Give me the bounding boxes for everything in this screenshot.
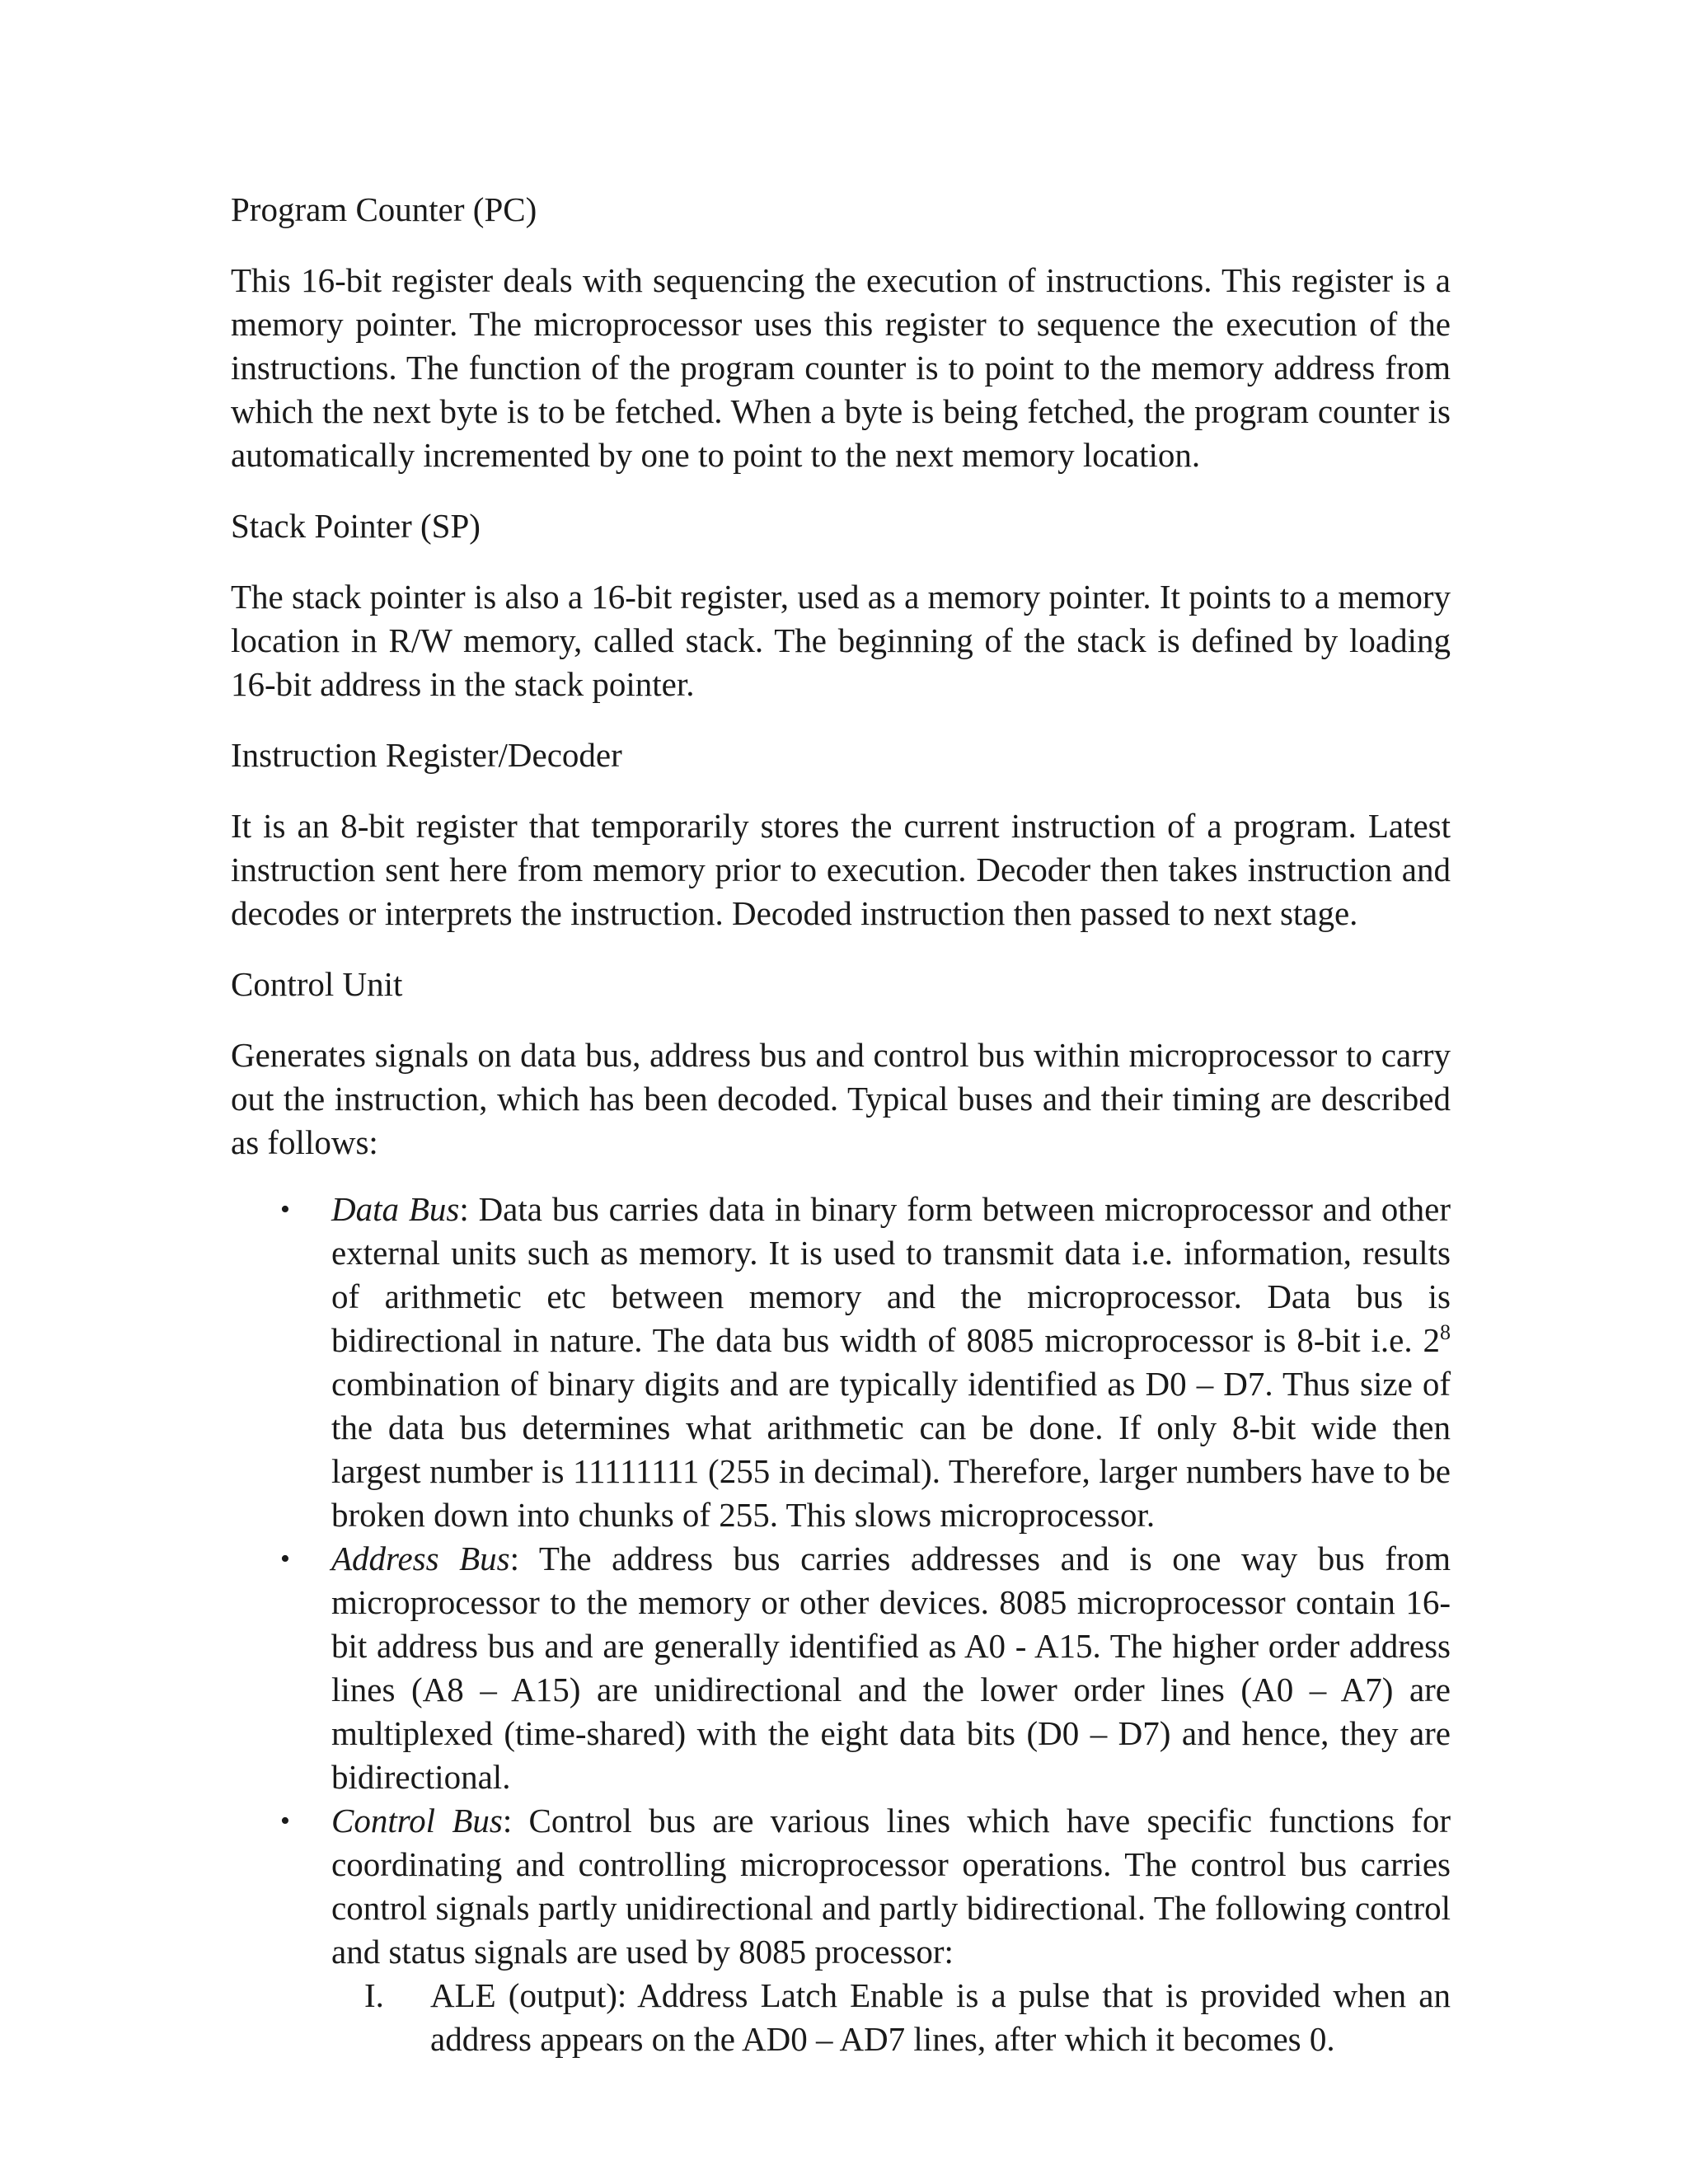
- section-body-control-unit: Generates signals on data bus, address bus and control bus within microprocessor to carry out the instruction, which has been decoded. Typical buses and their timing are described as follows:: [231, 1036, 1451, 1161]
- section-heading-instruction-register: Instruction Register/Decoder: [231, 736, 622, 774]
- section-body-program-counter: This 16-bit register deals with sequencing the execution of instructions. This register is a memory pointer. The microprocessor uses this register to sequence the execution of the instructions. The function of the program counter is to point to the memory address from which the next byte is to be fetched. When a byte is being fetched, the program counter is automatically incremented by one to point to the next memory location.: [231, 261, 1451, 474]
- section-heading-program-counter: Program Counter (PC): [231, 190, 537, 228]
- bus-list: [231, 1188, 1451, 2061]
- ale-signal-text: ALE (output): Address Latch Enable is a pulse that is provided when an address appears on the AD0 – AD7 lines, after which it becomes 0.: [430, 1976, 1451, 2058]
- section-body-instruction-register: It is an 8-bit register that temporarily stores the current instruction of a program. Latest instruction sent here from memory prior to execution. Decoder then takes instruction and decodes or interprets the instruction. Decoded instruction then passed to next stage.: [231, 807, 1451, 932]
- term-address-bus: Address Bus: [331, 1540, 510, 1577]
- document-page: [231, 188, 1451, 2061]
- data-bus-text-part2: combination of binary digits and are typically identified as D0 – D7. Thus size of the data bus determines what arithmetic can be done. If only 8-bit wide then largest number is 11111111 (255 in decimal). Therefore, larger numbers have to be broken down into chunks of 255. This slows microprocessor.: [331, 1365, 1451, 1534]
- control-signal-list: [331, 1974, 1451, 2061]
- data-bus-text-part1: : Data bus carries data in binary form between microprocessor and other external units such as memory. It is used to transmit data i.e. information, results of arithmetic etc between memory and the microprocessor. Data bus is bidirectional in nature. The data bus width of 8085 microprocessor is 8-bit i.e. 2: [331, 1190, 1451, 1359]
- term-data-bus: Data Bus: [331, 1190, 460, 1228]
- control-bus-text: : Control bus are various lines which have specific functions for coordinating and controlling microprocessor operations. The control bus carries control signals partly unidirectional and partly bidirectional. The following control and status signals are used by 8085 processor:: [331, 1802, 1451, 1971]
- address-bus-text: : The address bus carries addresses and is one way bus from microprocessor to the memory or other devices. 8085 microprocessor contain 16-bit address bus and are generally identified as A0 - A15. The higher order address lines (A8 – A15) are unidirectional and the lower order lines (A0 – A7) are multiplexed (time-shared) with the eight data bits (D0 – D7) and hence, they are bidirectional.: [331, 1540, 1451, 1796]
- section-heading-stack-pointer: Stack Pointer (SP): [231, 507, 481, 545]
- bullet-icon: •: [280, 1194, 290, 1225]
- roman-numeral: I.: [364, 1976, 384, 2014]
- section-body-stack-pointer: The stack pointer is also a 16-bit register, used as a memory pointer. It points to a memory location in R/W memory, called stack. The beginning of the stack is defined by loading 16-bit address in the stack pointer.: [231, 578, 1451, 703]
- list-item-data-bus: [280, 1188, 1451, 1537]
- list-item-address-bus: [280, 1537, 1451, 1799]
- list-item-control-bus: [280, 1799, 1451, 2061]
- list-item-ale-signal: [364, 1974, 1451, 2061]
- bullet-icon: •: [280, 1544, 290, 1574]
- superscript-exponent: 8: [1440, 1320, 1451, 1344]
- bullet-icon: •: [280, 1806, 290, 1836]
- term-control-bus: Control Bus: [331, 1802, 503, 1840]
- section-heading-control-unit: Control Unit: [231, 965, 403, 1003]
